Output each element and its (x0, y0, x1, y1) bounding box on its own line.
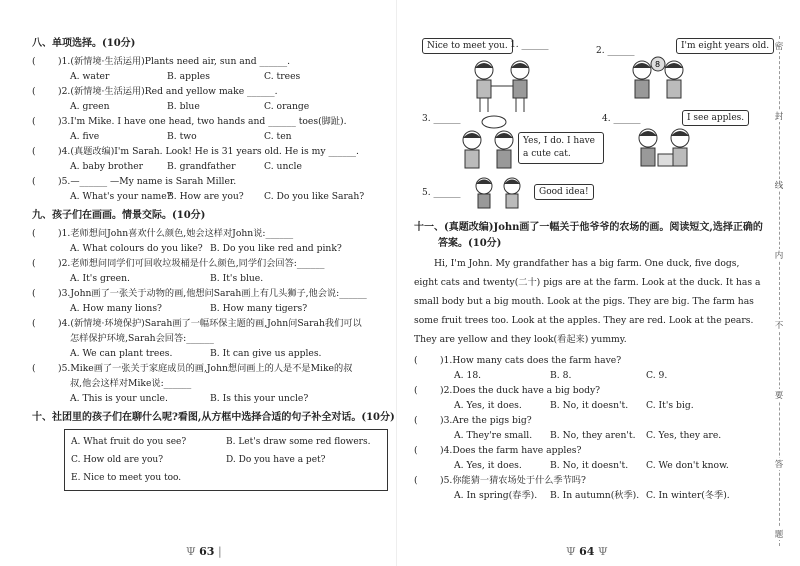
answer-bracket: ( (32, 56, 36, 67)
box-sentence: A. What fruit do you see? (71, 437, 187, 447)
options (414, 398, 764, 413)
left-page (32, 36, 395, 491)
question-number: )4. (58, 318, 71, 329)
reading-passage: Hi, I'm John. My grandfather has a big farm. One duck, five dogs, eight cats and twenty(二十) pigs are at the farm. Look at the duck. It has a small body but a big mouth. Look at the pigs. They are big. The farm has some fruit trees too. Look at the apples. They are red. Look at the pears. They are yellow and they look(看起来) yummy. (414, 258, 761, 345)
options (32, 241, 382, 256)
section-11-title: 十一、(真题改编)John画了一幅关于他爷爷的农场的画。阅读短文,选择正确的 (414, 222, 763, 233)
question-text: I'm Mike. I have one head, two hands and ______ toes(脚趾). (70, 116, 347, 127)
question-1 (32, 54, 382, 69)
section-9-title: 九、孩子们在画画。情景交际。(10分) (32, 210, 206, 221)
sprig-icon: Ψ (594, 545, 608, 558)
options (32, 129, 382, 144)
option-b: B. 8. (550, 370, 572, 381)
option-b: B. It's blue. (210, 273, 264, 284)
option-c: C. In winter(冬季). (646, 490, 730, 501)
section-10-title: 十、社团里的孩子们在聊什么呢?看图,从方框中选择合适的句子补全对话。(10分) (32, 412, 395, 423)
option-a: A. We can plant trees. (70, 348, 173, 359)
options (32, 346, 382, 361)
right-page (414, 34, 770, 503)
option-b: B. apples (167, 71, 210, 82)
question-5 (32, 174, 382, 189)
question-text: I'm Sarah. Look! He is 31 years old. He is my ______. (114, 146, 359, 157)
option-a: A. In spring(春季). (454, 490, 538, 501)
option-a: A. Yes, it does. (454, 460, 522, 471)
option-c: C. It's big. (646, 400, 694, 411)
answer-bracket: ( (414, 475, 418, 486)
question-2 (414, 383, 764, 398)
blank-4: 4. ______ (602, 114, 641, 124)
answer-bracket: ( (414, 415, 418, 426)
options (32, 189, 382, 204)
answer-bracket: ( (414, 385, 418, 396)
question-2 (32, 84, 382, 99)
question-text: John画了一张关于动物的画,他想问Sarah画上有几头狮子,他会说:______ (70, 288, 367, 299)
seal-line-notice (772, 40, 786, 540)
option-a: A. They're small. (454, 430, 533, 441)
option-a: A. baby brother (70, 161, 144, 172)
option-b: B. How are you? (167, 191, 244, 202)
answer-bracket: ( (32, 176, 36, 187)
bubble-4: I see apples. (682, 110, 749, 126)
bubble-2: I'm eight years old. (676, 38, 774, 54)
answer-bracket: ( (414, 355, 418, 366)
answer-bracket: ( (32, 318, 36, 329)
question-text: How many cats does the farm have? (452, 355, 622, 366)
option-a: A. 18. (454, 370, 482, 381)
options (32, 271, 382, 286)
blank-2: 2. ______ (596, 46, 635, 56)
option-c: C. 9. (646, 370, 668, 381)
question-number: )3. (58, 116, 71, 127)
question-4 (32, 316, 382, 331)
pet-dialogue-illustration (454, 114, 524, 174)
blank-5: 5. ______ (422, 188, 461, 198)
question-text-cont: 叔,他会这样对Mike说:______ (70, 378, 192, 389)
options (414, 458, 764, 473)
section-11-title-cont: 答案。(10分) (438, 238, 502, 249)
question-3 (32, 114, 382, 129)
question-5 (414, 473, 764, 488)
answer-bracket: ( (414, 445, 418, 456)
sentence-box (64, 429, 388, 491)
option-c: C. uncle (264, 161, 302, 172)
options (32, 99, 382, 114)
box-sentence (226, 469, 381, 487)
section-8-title: 八、单项选择。(10分) (32, 38, 136, 49)
box-sentence: C. How old are you? (71, 455, 164, 465)
drawing-dialogue-illustration (470, 176, 530, 212)
question-text: Mike画了一张关于家庭成员的画,John想问画上的人是不是Mike的叔 (70, 363, 353, 374)
option-c: C. We don't know. (646, 460, 729, 471)
question-text: —______ —My name is Sarah Miller. (70, 176, 237, 187)
question-number: )3. (440, 415, 453, 426)
question-number: )1. (58, 56, 71, 67)
children-greeting-illustration (444, 56, 564, 116)
question-number: )5. (58, 176, 71, 187)
section-11-questions (414, 353, 764, 503)
option-a: A. What's your name? (70, 191, 172, 202)
answer-bracket: ( (32, 116, 36, 127)
options (414, 368, 764, 383)
option-b: B. How many tigers? (210, 303, 308, 314)
option-a: A. five (70, 131, 100, 142)
option-c: C. Yes, they are. (646, 430, 722, 441)
box-sentence: E. Nice to meet you too. (71, 473, 182, 483)
blank-3: 3. ______ (422, 114, 461, 124)
question-number: )1. (440, 355, 453, 366)
option-b: B. blue (167, 101, 200, 112)
option-a: A. Yes, it does. (454, 400, 522, 411)
options (32, 159, 382, 174)
question-text: 老师想问同学们可回收垃圾桶是什么颜色,同学们会回答:______ (70, 258, 325, 269)
question-number: )4. (440, 445, 453, 456)
seal-char: 题 (774, 529, 784, 540)
option-a: A. This is your uncle. (70, 393, 168, 404)
question-text: Red and yellow make ______. (144, 86, 278, 97)
option-b: B. Do you like red and pink? (210, 243, 342, 254)
question-tag: (新情境·生活运用) (70, 86, 145, 97)
section-9-questions (32, 226, 382, 406)
question-number: )5. (440, 475, 453, 486)
question-4 (32, 144, 382, 159)
answer-bracket: ( (32, 228, 36, 239)
box-sentence: D. Do you have a pet? (226, 455, 326, 465)
question-3 (414, 413, 764, 428)
seal-char: 内 (774, 251, 784, 262)
question-number: )2. (440, 385, 453, 396)
question-number: )3. (58, 288, 71, 299)
seal-char: 线 (774, 181, 784, 192)
blank-1: 1. ______ (510, 40, 549, 50)
answer-bracket: ( (32, 363, 36, 374)
seal-char: 要 (774, 390, 784, 401)
question-number: )2. (58, 258, 71, 269)
option-b: B. Is this your uncle? (210, 393, 309, 404)
answer-bracket: ( (32, 146, 36, 157)
seal-char: 密 (774, 42, 784, 52)
answer-bracket: ( (32, 258, 36, 269)
question-text: Are the pigs big? (452, 415, 532, 426)
option-b: B. No, they aren't. (550, 430, 636, 441)
seal-char: 答 (774, 460, 784, 471)
box-row (71, 451, 381, 469)
question-3 (32, 286, 382, 301)
sprig-icon: Ψ (186, 545, 200, 558)
option-a: A. It's green. (70, 273, 130, 284)
question-text: 你能猜一猜农场处于什么季节吗? (452, 475, 586, 486)
question-1 (414, 353, 764, 368)
question-text: Does the farm have apples? (452, 445, 582, 456)
question-text: Plants need air, sun and ______. (144, 56, 290, 67)
seal-char: 不 (774, 320, 784, 331)
question-tag: (新情境·生活运用) (70, 56, 145, 67)
options (32, 391, 382, 406)
question-number: )1. (58, 228, 71, 239)
option-b: B. No, it doesn't. (550, 400, 629, 411)
question-2 (32, 256, 382, 271)
page-number-left: Ψ 63 | (186, 545, 222, 558)
box-row (71, 469, 381, 487)
page-divider (396, 0, 397, 566)
option-b: B. No, it doesn't. (550, 460, 629, 471)
option-a: A. How many lions? (70, 303, 162, 314)
answer-bracket: ( (32, 86, 36, 97)
options (414, 428, 764, 443)
question-4 (414, 443, 764, 458)
section-8-questions (32, 54, 382, 204)
options (414, 488, 764, 503)
seal-char: 封 (774, 111, 784, 122)
question-text: Does the duck have a big body? (452, 385, 601, 396)
question-tag: (真题改编) (70, 146, 115, 157)
option-c: C. Do you like Sarah? (264, 191, 365, 202)
option-b: B. In autumn(秋季). (550, 490, 640, 501)
question-number: )5. (58, 363, 71, 374)
bubble-3: Yes, I do. I have a cute cat. (518, 132, 604, 164)
picture-dialogues (414, 34, 770, 204)
options (32, 69, 382, 84)
question-text: 老师想问John喜欢什么颜色,她会这样对John说:______ (70, 228, 294, 239)
page-number-right: Ψ 64 Ψ (566, 545, 608, 558)
birthday-illustration (622, 56, 702, 116)
option-b: B. It can give us apples. (210, 348, 322, 359)
question-number: )2. (58, 86, 71, 97)
option-c: C. ten (264, 131, 292, 142)
question-text: Sarah画了一幅环保主题的画,John问Sarah我们可以 (144, 318, 362, 329)
svg-text:8: 8 (655, 60, 661, 69)
answer-bracket: ( (32, 288, 36, 299)
fruit-dialogue-illustration (634, 126, 694, 186)
box-row (71, 433, 381, 451)
box-sentence: B. Let's draw some red flowers. (226, 437, 371, 447)
question-text-cont: 怎样保护环境,Sarah会回答:______ (70, 333, 214, 344)
option-a: A. What colours do you like? (70, 243, 203, 254)
question-5 (32, 361, 382, 376)
bubble-1: Nice to meet you. (422, 38, 513, 54)
options (32, 301, 382, 316)
question-tag: (新情境·环境保护) (70, 318, 145, 329)
option-a: A. water (70, 71, 110, 82)
option-a: A. green (70, 101, 110, 112)
question-number: )4. (58, 146, 71, 157)
bubble-5: Good idea! (534, 184, 594, 200)
question-1 (32, 226, 382, 241)
option-c: C. orange (264, 101, 310, 112)
option-b: B. two (167, 131, 197, 142)
option-b: B. grandfather (167, 161, 236, 172)
option-c: C. trees (264, 71, 301, 82)
